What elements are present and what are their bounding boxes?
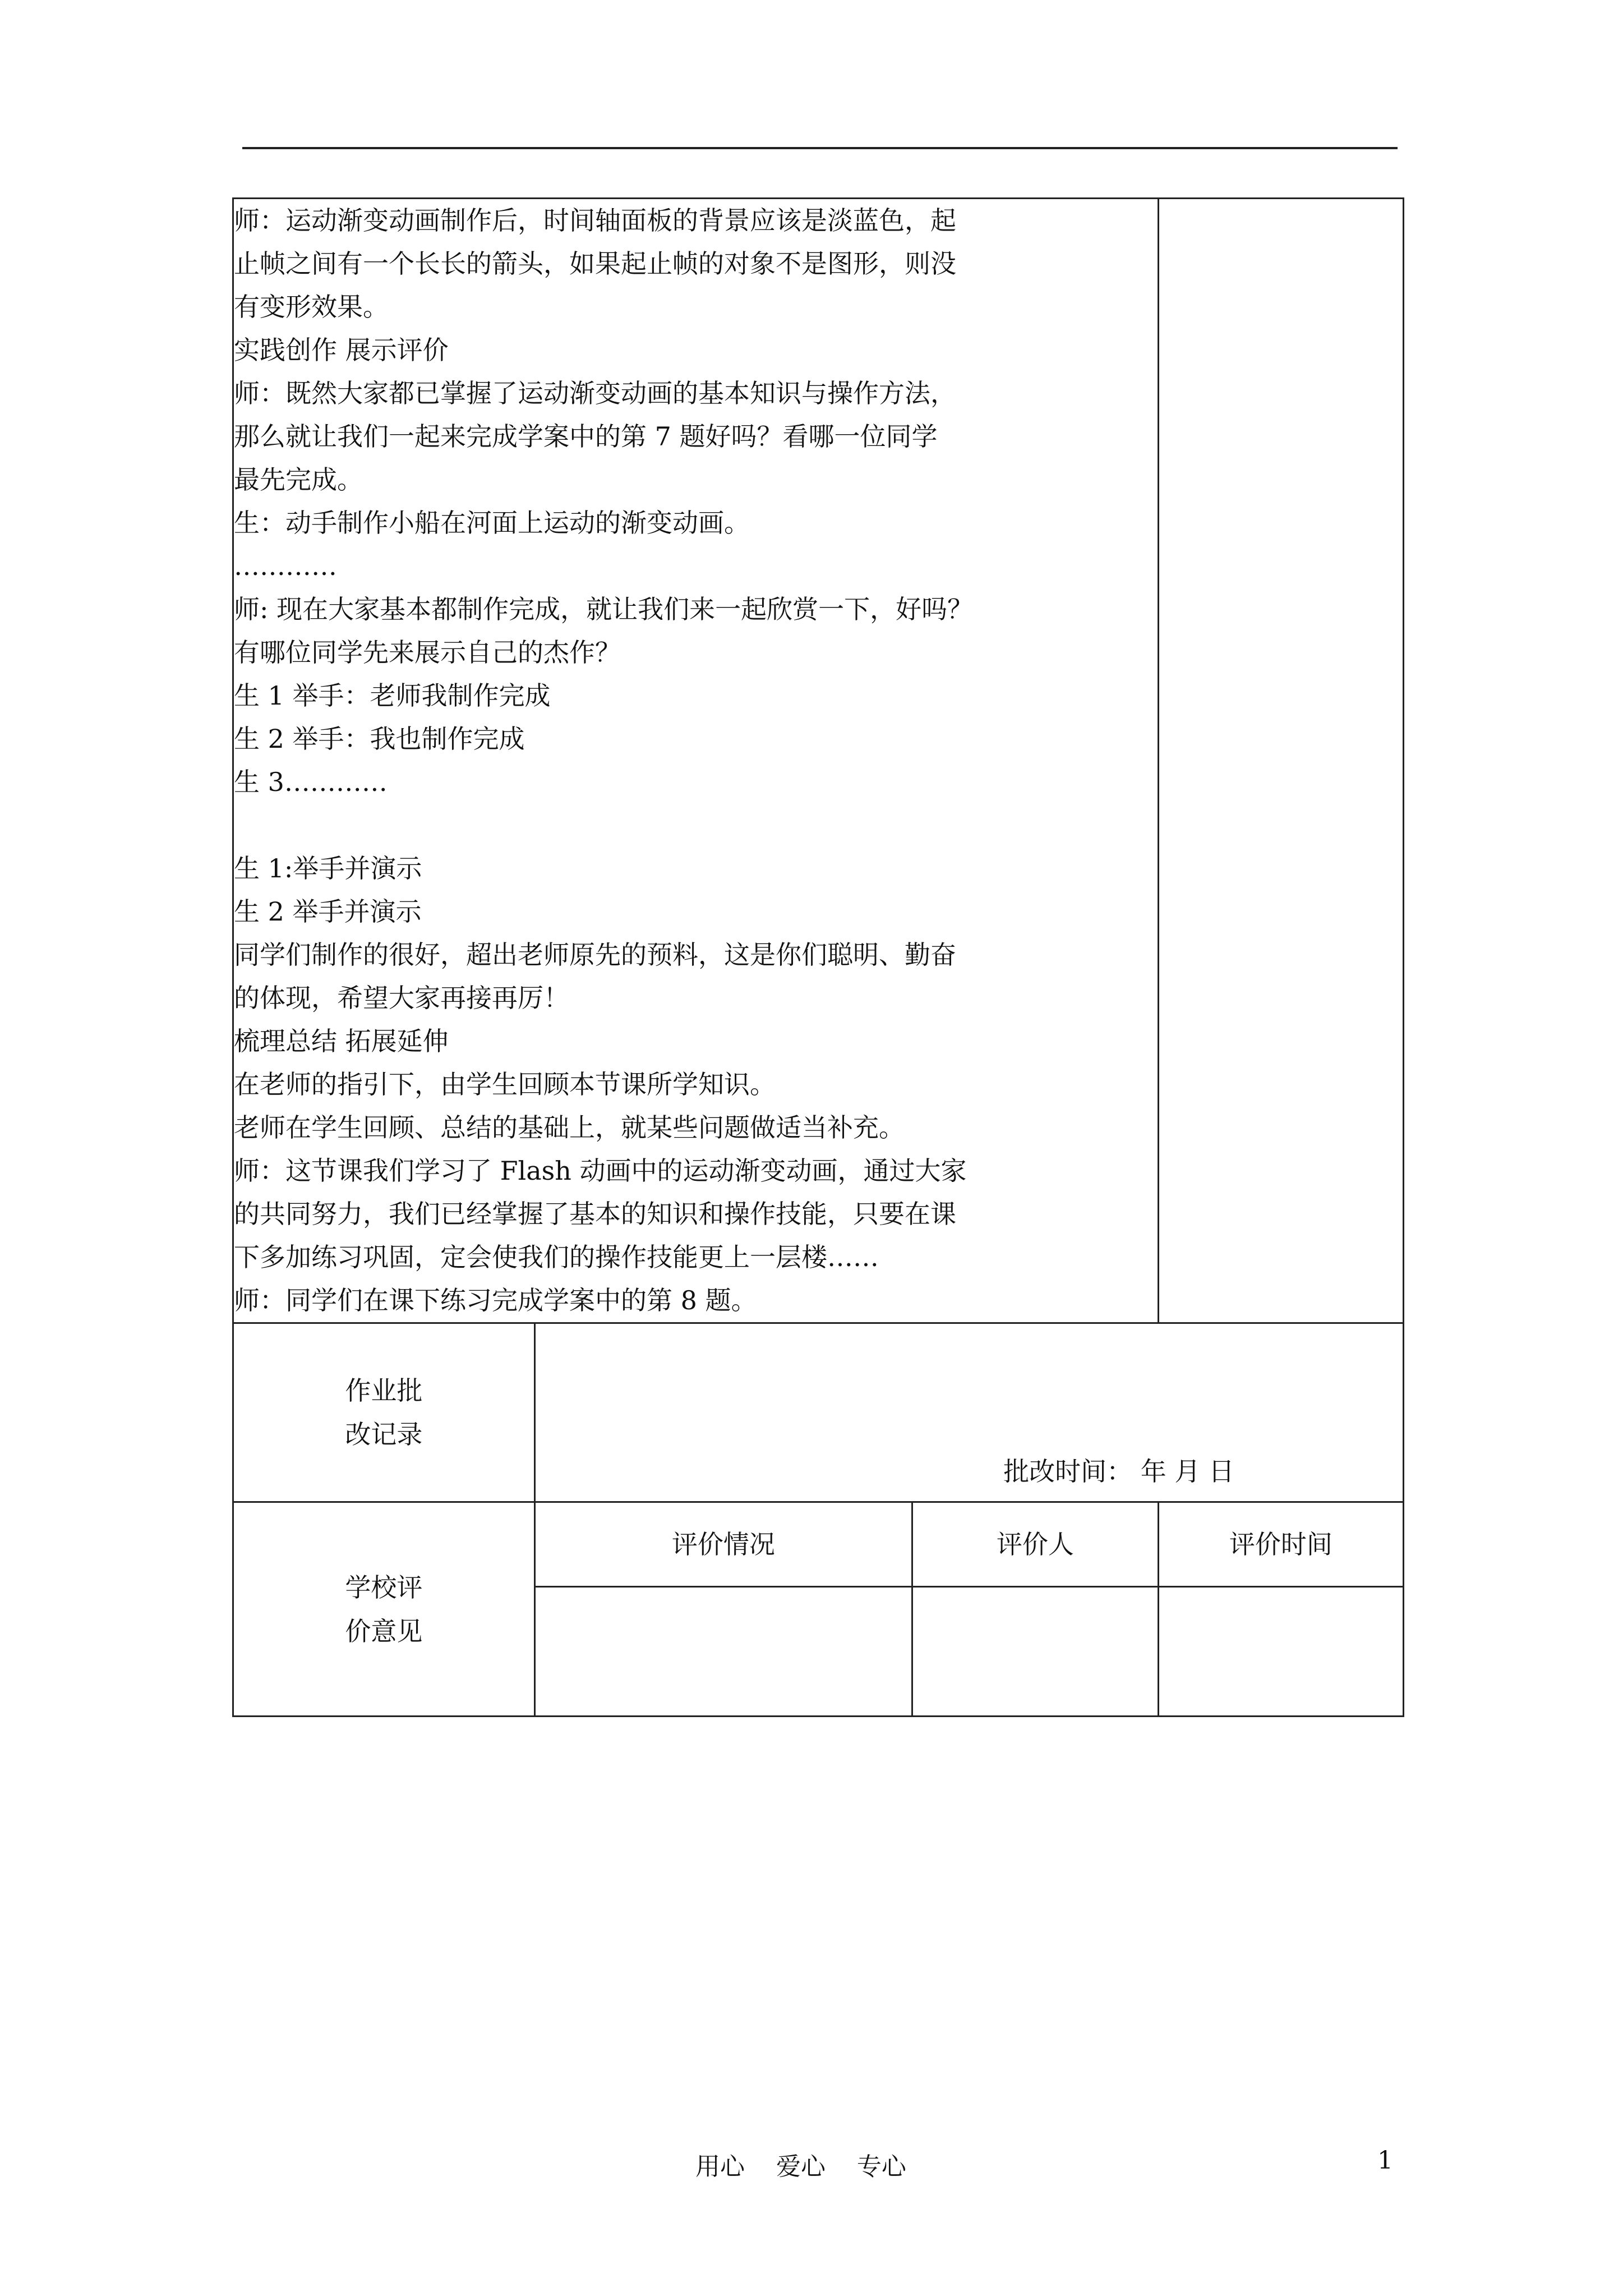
lesson-line: 下多加练习巩固，定会使我们的操作技能更上一层楼…… [234,1242,879,1272]
lesson-line: 生：动手制作小船在河面上运动的渐变动画。 [234,508,750,538]
eval-evaluator-cell [912,1587,1158,1717]
homework-label-line1: 作业批 [345,1375,423,1406]
footer-motto: 用心 爱心 专心 [695,2152,906,2181]
lesson-lines [234,199,1158,1322]
lesson-line: 在老师的指引下，由学生回顾本节课所学知识。 [234,1069,776,1099]
header-rule [242,147,1398,149]
lesson-line: 有变形效果。 [234,292,389,322]
lesson-line: 同学们制作的很好，超出老师原先的预料，这是你们聪明、勤奋 [234,940,956,970]
lesson-line: 师: 现在大家基本都制作完成，就让我们来一起欣赏一下，好吗？ [234,594,974,624]
lesson-line: 有哪位同学先来展示自己的杰作？ [234,637,621,668]
eval-time-header: 评价时间 [1158,1502,1403,1587]
lesson-line: 实践创作 展示评价 [234,335,449,365]
lesson-line: 止帧之间有一个长长的箭头，如果起止帧的对象不是图形，则没 [234,249,956,279]
eval-situation-cell [534,1587,912,1717]
homework-row [233,1323,1404,1502]
lesson-plan-table [232,197,1404,1717]
eval-time-cell [1158,1587,1403,1717]
review-time: 批改时间： 年 月 日 [1003,1456,1234,1487]
evaluation-label-cell [233,1502,535,1717]
lesson-line: 师：同学们在课下练习完成学案中的第 8 题。 [234,1285,757,1315]
lesson-line: 生 1 举手：老师我制作完成 [234,680,551,711]
lesson-line: 的共同努力，我们已经掌握了基本的知识和操作技能，只要在课 [234,1199,956,1229]
eval-situation-header: 评价情况 [534,1502,912,1587]
lesson-line: 梳理总结 拓展延伸 [234,1026,449,1056]
lesson-line [234,804,1158,847]
lesson-line: 老师在学生回顾、总结的基础上，就某些问题做适当补充。 [234,1112,905,1143]
lesson-line: 师：既然大家都已掌握了运动渐变动画的基本知识与操作方法， [234,378,956,408]
homework-label-line2: 改记录 [345,1419,423,1450]
lesson-line: 师：这节课我们学习了 Flash 动画中的运动渐变动画，通过大家 [234,1156,967,1186]
lesson-line: 生 2 举手并演示 [234,896,422,927]
lesson-line: 最先完成。 [234,464,363,495]
lesson-content-row [233,199,1404,1323]
evaluation-label-line1: 学校评 [345,1572,423,1603]
lesson-line: 生 3………… [234,767,388,797]
page-number: 1 [1377,2146,1393,2175]
eval-evaluator-header: 评价人 [912,1502,1158,1587]
lesson-line: 生 1:举手并演示 [234,853,422,884]
lesson-line: 那么就让我们一起来完成学案中的第 7 题好吗？看哪一位同学 [234,421,938,452]
notes-cell [1158,199,1403,1323]
homework-label-cell [233,1323,535,1502]
lesson-line: ………… [234,551,337,581]
lesson-line: 的体现，希望大家再接再厉！ [234,983,569,1013]
evaluation-label-line2: 价意见 [345,1616,423,1646]
homework-body-cell [534,1323,1403,1502]
evaluation-header-row [233,1502,1404,1587]
lesson-line: 师：运动渐变动画制作后，时间轴面板的背景应该是淡蓝色，起 [234,205,956,236]
lesson-line: 生 2 举手：我也制作完成 [234,724,525,754]
lesson-content-cell [233,199,1159,1323]
